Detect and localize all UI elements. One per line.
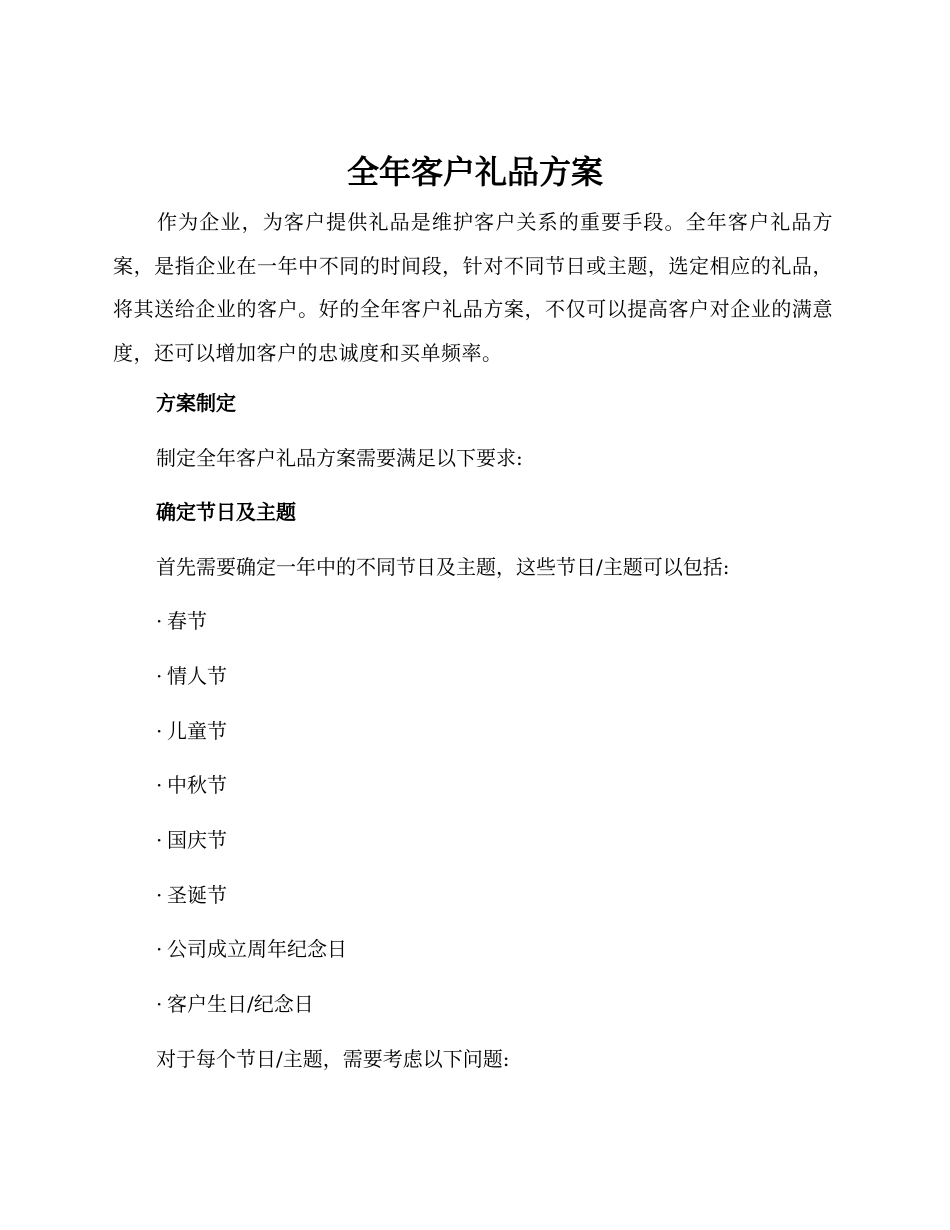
section-text-holidays-intro: 首先需要确定一年中的不同节日及主题，这些节日/主题可以包括: <box>156 555 730 579</box>
list-item-text: 春节 <box>167 609 207 633</box>
bullet-icon: · <box>156 937 163 961</box>
list-item-text: 国庆节 <box>167 828 227 852</box>
section-heading-holidays: 确定节日及主题 <box>156 500 296 524</box>
list-item <box>156 825 227 855</box>
list-item-text: 公司成立周年纪念日 <box>167 937 347 961</box>
closing-text: 对于每个节日/主题，需要考虑以下问题: <box>156 1047 510 1071</box>
intro-paragraph: 作为企业，为客户提供礼品是维护客户关系的重要手段。全年客户礼品方案，是指企业在一年中不同的时间段，针对不同节日或主题，选定相应的礼品，将其送给企业的客户。好的全年客户礼品方案，不仅可以提高客户对企业的满意度，还可以增加客户的忠诚度和买单频率。 <box>113 210 833 365</box>
list-item-text: 圣诞节 <box>167 883 227 907</box>
list-item <box>156 606 207 636</box>
bullet-icon: · <box>156 719 163 743</box>
list-item-text: 儿童节 <box>167 719 227 743</box>
list-item <box>156 934 347 964</box>
list-item-text: 客户生日/纪念日 <box>167 992 314 1016</box>
bullet-icon: · <box>156 773 163 797</box>
list-item <box>156 880 227 910</box>
list-item <box>156 661 227 691</box>
bullet-icon: · <box>156 609 163 633</box>
list-item <box>156 770 227 800</box>
bullet-icon: · <box>156 992 163 1016</box>
list-item-text: 情人节 <box>167 664 227 688</box>
bullet-icon: · <box>156 664 163 688</box>
section-text-requirements: 制定全年客户礼品方案需要满足以下要求: <box>156 446 523 470</box>
list-item <box>156 989 314 1019</box>
list-item-text: 中秋节 <box>167 773 227 797</box>
bullet-icon: · <box>156 828 163 852</box>
document-title: 全年客户礼品方案 <box>346 153 603 191</box>
section-heading-plan: 方案制定 <box>156 391 236 415</box>
bullet-icon: · <box>156 883 163 907</box>
list-item <box>156 716 227 746</box>
